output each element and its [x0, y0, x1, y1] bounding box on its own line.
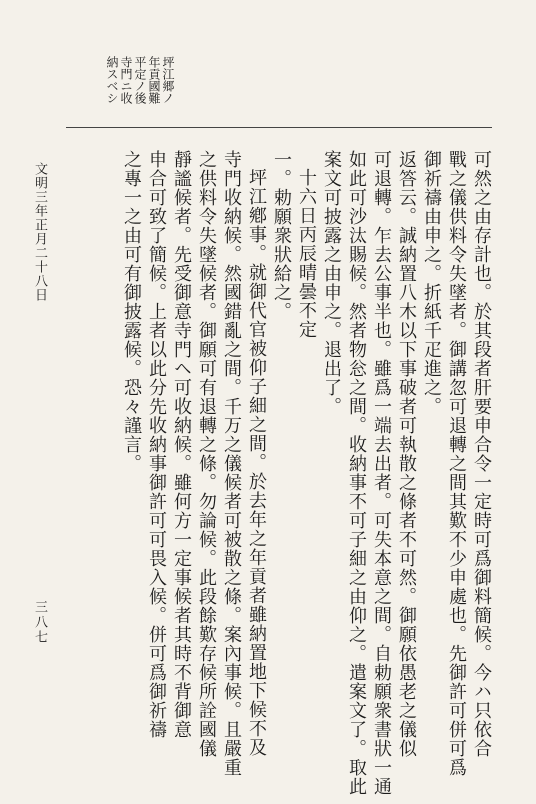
text-line-item: 一。勅願衆狀給之。 [271, 150, 292, 321]
text-line-dateline: 十六日丙辰晴曇不定 [296, 168, 317, 339]
text-line: 御祈禱由申之。折紙千疋進之。 [421, 150, 442, 416]
margin-heading-line: 納スベシ [105, 56, 119, 104]
text-line: 如此可沙汰賜候。然者物忩之間。收納事不可子細之由仰之。遣案文了。取此 [346, 150, 367, 796]
text-line-quoted: 之供料令失墜候者。御願可有退轉之條。勿論候。此段餘歎存候所詮國儀 [196, 150, 217, 758]
text-line-quoted: 寺門收納候。然國錯亂之間。千万之儀候者可被散之條。案內事候。且嚴重 [221, 150, 242, 777]
text-line: 可退轉。乍去公事半也。雖爲一端去出者。可失本意之間。自勅願衆書狀一通 [371, 150, 392, 796]
text-line: 戰之儀供料令失墜者。御講忽可退轉之間其歎不少申處也。先御許可併可爲 [446, 150, 467, 777]
text-line: 返答云。誠納置八木以下事破者可執散之條者不可然。御願依愚老之儀似 [396, 150, 417, 758]
text-line-quoted: 申合可致了簡候。上者以此分先收納事御許可可畏入候。併可爲御祈禱 [146, 150, 167, 739]
margin-heading [106, 56, 174, 104]
text-line-quoted: 之專一之由可有御披露候。恐々謹言。 [121, 150, 142, 473]
text-line-quoted: 坪江鄕事。就御代官被仰子細之間。於去年之年貢者雖納置地下候不及 [246, 168, 267, 757]
margin-heading-line: 年貢國難 [147, 56, 161, 104]
text-line-quoted: 靜謐候者。先受御意寺門ヘ可收納候。雖何方一定事候者其時不背御意 [171, 150, 192, 739]
page-number: 三八七 [32, 600, 47, 645]
text-line: 可然之由存計也。於其段者肝要申合令一定時可爲御料簡候。今ハ只依合 [471, 150, 492, 758]
margin-heading-line: 坪江郷ノ [161, 56, 175, 104]
text-line: 案文可披露之由申之。退出了。 [321, 150, 342, 416]
margin-heading-line: 寺門ニ收 [119, 56, 133, 104]
header-rule [66, 127, 492, 128]
body-text [119, 150, 494, 796]
margin-heading-line: 平定ノ後 [133, 56, 147, 104]
letter-date: 文明三年正月二十八日 [32, 162, 47, 302]
